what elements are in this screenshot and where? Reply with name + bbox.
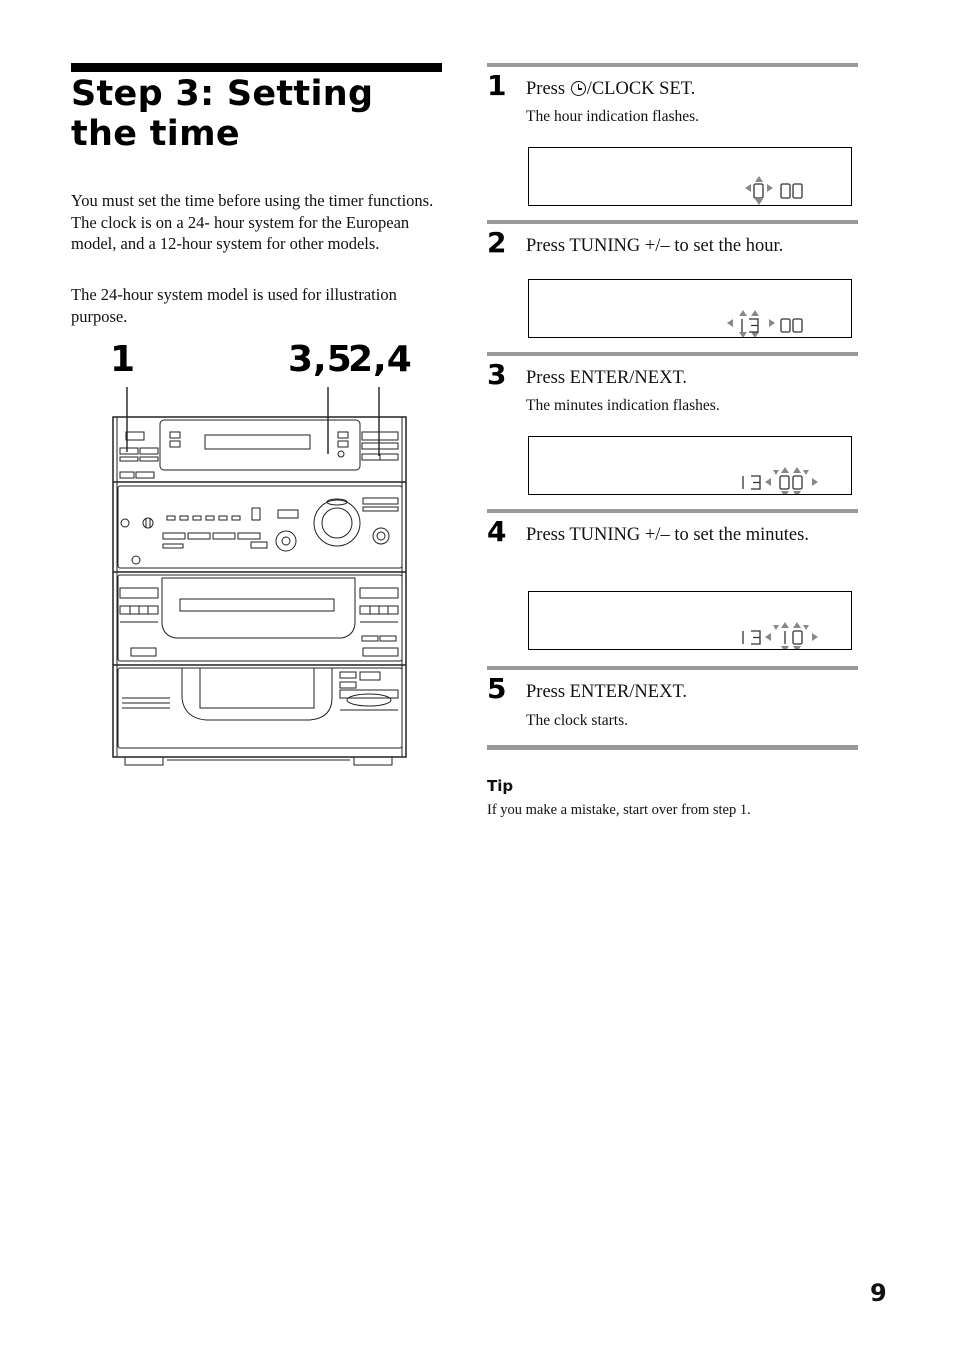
page-title: Step 3: Setting the time: [71, 74, 374, 154]
step-note: The clock starts.: [526, 712, 629, 729]
clock-icon: [571, 81, 586, 96]
hour-flash-indicator: [745, 176, 773, 205]
stereo-system-illustration: [110, 380, 410, 770]
step-number: 2: [487, 226, 507, 259]
step-instruction: Press ENTER/NEXT.: [526, 368, 687, 388]
step-divider: [487, 666, 858, 670]
intro-paragraph: You must set the time before using the timer functions. The clock is on a 24- hour system for the European model, and a 12-hour system for other models.: [71, 191, 434, 254]
minute-flash-indicator: [765, 622, 818, 649]
enter-next-button: [338, 451, 344, 457]
tip-text: If you make a mistake, start over from step 1.: [487, 802, 751, 818]
page-number: 9: [870, 1279, 887, 1307]
clock-display: [528, 591, 852, 650]
step-instruction-prefix: Press: [526, 79, 570, 99]
step-number: 5: [487, 672, 507, 705]
clock-display: [528, 436, 852, 495]
clock-set-button: [120, 448, 138, 454]
tip-heading: Tip: [487, 777, 514, 795]
display-digits: [529, 437, 851, 494]
callout-label-step-1: 1: [110, 339, 136, 380]
step-instruction: Press TUNING +/– to set the hour.: [526, 236, 784, 256]
step-instruction: Press TUNING +/– to set the minutes.: [526, 525, 809, 545]
hour-flash-indicator: [727, 310, 775, 337]
clock-display: [528, 279, 852, 338]
display-digits: [529, 280, 851, 337]
step-number: 3: [487, 358, 507, 391]
minute-flash-indicator: [765, 467, 818, 494]
step-divider: [487, 509, 858, 513]
step-number: 1: [487, 69, 507, 102]
step-instruction: [526, 77, 856, 102]
step-note: The minutes indication flashes.: [526, 397, 720, 414]
clock-display: [528, 147, 852, 206]
display-digits: [529, 592, 851, 649]
step-instruction: Press ENTER/NEXT.: [526, 682, 687, 702]
display-digits: [529, 148, 851, 205]
callout-label-steps-2-4: 2,4: [348, 339, 412, 380]
step-divider: [487, 220, 858, 224]
callout-label-steps-3-5: 3,5: [288, 339, 352, 380]
step-note: The hour indication flashes.: [526, 108, 700, 125]
step-divider: [487, 352, 858, 356]
heading-rule: [71, 63, 442, 72]
step-divider: [487, 745, 858, 750]
step-number: 4: [487, 515, 507, 548]
step-instruction-text: /CLOCK SET.: [586, 79, 696, 99]
intro-paragraph: The 24-hour system model is used for illustration purpose.: [71, 285, 397, 326]
step-divider: [487, 63, 858, 67]
